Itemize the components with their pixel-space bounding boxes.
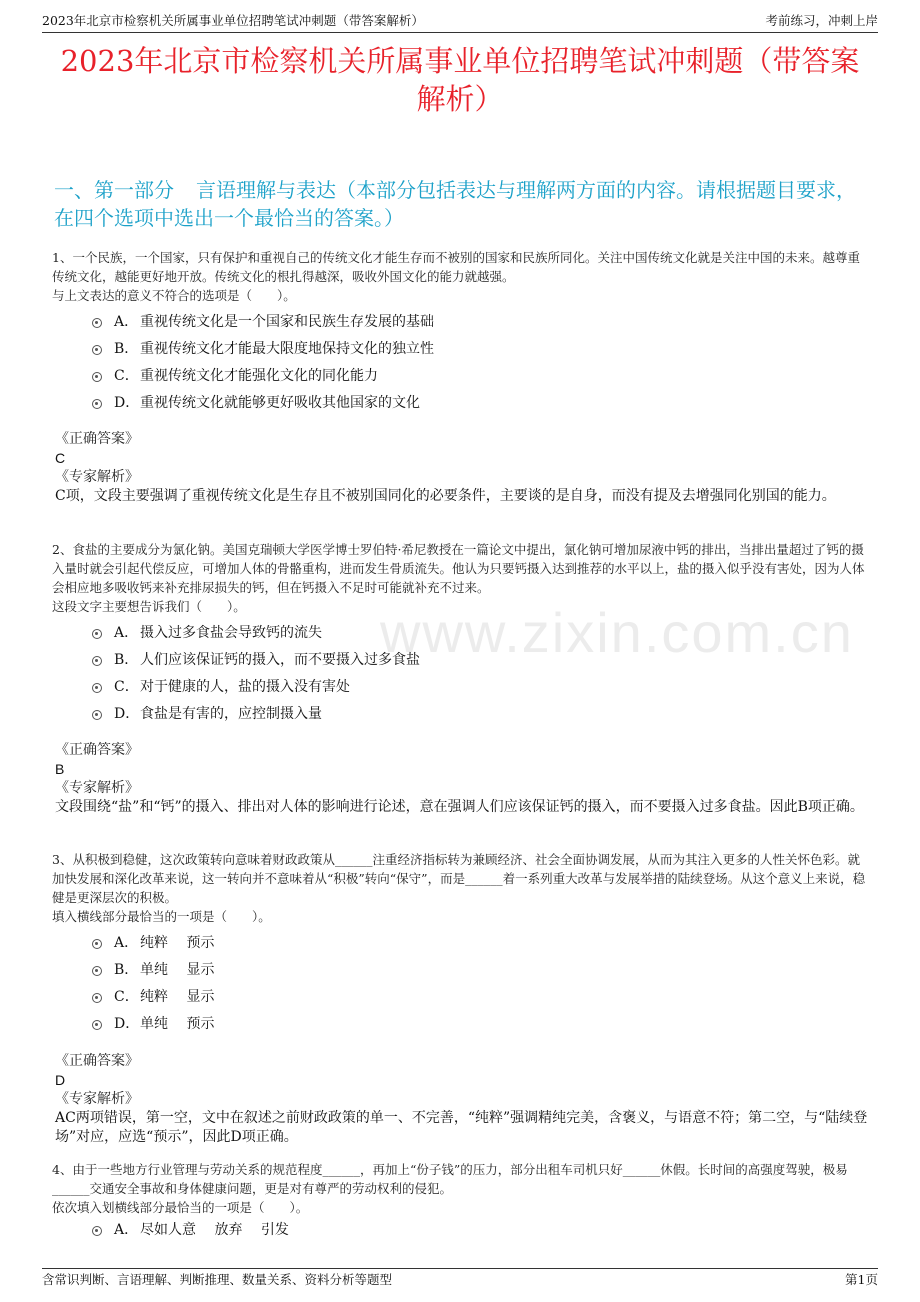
option-d[interactable]: D．单纯 预示 (92, 1011, 868, 1038)
option-b[interactable]: B． 人们应该保证钙的摄入，而不要摄入过多食盐 (92, 647, 868, 674)
section-number: 一、第一部分 (54, 178, 174, 202)
answer-label: 《正确答案》 (55, 742, 139, 758)
question-stem: 3、从积极到稳健，这次政策转向意味着财政政策从______注重经济指标转为兼顾经济、社会全面协调发展，从而为其注入更多的人性关怀色彩。就加快发展和深化改革来说，这一转向并不意味着从“积极”转向“保守”，而是______着一系列重大改革与发展举措的陆续登场。从这个意义上来说，稳健是更深层次的积极。 (52, 852, 866, 905)
question-prompt: 依次填入划横线部分最恰当的一项是（ ）。 (52, 1200, 309, 1215)
question-3 (52, 850, 868, 1038)
question-4 (52, 1160, 868, 1244)
radio-icon[interactable] (92, 372, 102, 382)
section-heading (54, 176, 866, 232)
analysis-text: AC两项错误，第一空，文中在叙述之前财政政策的单一、不完善，“纯粹”强调精纯完美，含褒义，与语意不符；第二空，与“陆续登场”对应，应选“预示”，因此D项正确。 (55, 1110, 868, 1145)
page-footer (42, 1268, 878, 1291)
option-b[interactable]: B． 重视传统文化才能最大限度地保持文化的独立性 (92, 336, 868, 363)
radio-icon[interactable] (92, 656, 102, 666)
page-header (42, 12, 878, 33)
analysis-label: 《专家解析》 (55, 469, 139, 485)
radio-icon[interactable] (92, 318, 102, 328)
radio-icon[interactable] (92, 939, 102, 949)
option-c[interactable]: C．重视传统文化才能强化文化的同化能力 (92, 363, 868, 390)
question-prompt: 与上文表达的意义不符合的选项是（ ）。 (52, 288, 296, 303)
question-2 (52, 540, 868, 728)
correct-answer: C (55, 450, 66, 466)
correct-answer: B (55, 761, 65, 777)
radio-icon[interactable] (92, 710, 102, 720)
option-c[interactable]: C．纯粹 显示 (92, 984, 868, 1011)
question-prompt: 这段文字主要想告诉我们（ ）。 (52, 599, 246, 614)
option-d[interactable]: D．重视传统文化就能够更好吸收其他国家的文化 (92, 390, 868, 417)
analysis-text: 文段围绕“盐”和“钙”的摄入、排出对人体的影响进行论述，意在强调人们应该保证钙的摄入，而不要摄入过多食盐。因此B项正确。 (55, 799, 864, 815)
option-list (52, 620, 868, 728)
page-number: 第1页 (845, 1272, 878, 1287)
question-1 (52, 248, 868, 417)
analysis-text: C项，文段主要强调了重视传统文化是生存且不被别国同化的必要条件，主要谈的是自身，而没有提及去增强同化别国的能力。 (55, 488, 836, 504)
question-stem: 4、由于一些地方行业管理与劳动关系的规范程度______，再加上“份子钱”的压力，部分出租车司机只好______休假。长时间的高强度驾驶，极易______交通安全事故和身体健康问题，更是对有尊严的劳动权利的侵犯。 (52, 1162, 848, 1196)
correct-answer: D (55, 1072, 66, 1088)
header-doc-title: 2023年北京市检察机关所属事业单位招聘笔试冲刺题（带答案解析） (42, 13, 424, 28)
option-c[interactable]: C．对于健康的人，盐的摄入没有害处 (92, 674, 868, 701)
analysis-label: 《专家解析》 (55, 780, 139, 796)
option-b[interactable]: B． 单纯 显示 (92, 957, 868, 984)
analysis-label: 《专家解析》 (55, 1091, 139, 1107)
option-a[interactable]: A． 纯粹 预示 (92, 930, 868, 957)
option-a[interactable]: A． 重视传统文化是一个国家和民族生存发展的基础 (92, 309, 868, 336)
section-description: 言语理解与表达（本部分包括表达与理解两方面的内容。请根据题目要求，在四个选项中选出一个最恰当的答案。） (54, 178, 856, 230)
radio-icon[interactable] (92, 345, 102, 355)
question-stem: 2、食盐的主要成分为氯化钠。美国克瑞顿大学医学博士罗伯特·希尼教授在一篇论文中提出，氯化钠可增加尿液中钙的排出，当排出量超过了钙的摄入量时就会引起代偿反应，可增加人体的骨骼重构，进而发生骨质流失。他认为只要钙摄入达到推荐的水平以上，盐的摄入似乎没有害处，因为人体会相应地多吸收钙来补充排尿损失的钙，但在钙摄入不足时可能就补充不过来。 (52, 542, 865, 595)
question-stem: 1、一个民族，一个国家，只有保护和重视自己的传统文化才能生存而不被别的国家和民族所同化。关注中国传统文化就是关注中国的未来。越尊重传统文化，越能更好地开放。传统文化的根扎得越深，吸收外国文化的能力就越强。 (52, 250, 860, 284)
radio-icon[interactable] (92, 993, 102, 1003)
question-prompt: 填入横线部分最恰当的一项是（ ）。 (52, 909, 271, 924)
option-list (52, 309, 868, 417)
radio-icon[interactable] (92, 629, 102, 639)
option-a[interactable]: A． 摄入过多食盐会导致钙的流失 (92, 620, 868, 647)
answer-block-1 (55, 430, 868, 506)
answer-label: 《正确答案》 (55, 431, 139, 447)
option-d[interactable]: D．食盐是有害的，应控制摄入量 (92, 701, 868, 728)
radio-icon[interactable] (92, 1226, 102, 1236)
answer-block-2 (55, 741, 868, 817)
option-list (52, 1217, 868, 1244)
radio-icon[interactable] (92, 683, 102, 693)
answer-block-3 (55, 1052, 868, 1147)
option-list (52, 930, 868, 1038)
radio-icon[interactable] (92, 399, 102, 409)
footer-note: 含常识判断、言语理解、判断推理、数量关系、资料分析等题型 (42, 1272, 393, 1287)
header-slogan: 考前练习，冲刺上岸 (765, 13, 878, 28)
answer-label: 《正确答案》 (55, 1053, 139, 1069)
radio-icon[interactable] (92, 1020, 102, 1030)
option-a[interactable]: A． 尽如人意 放弃 引发 (92, 1217, 868, 1244)
watermark: www.zixin.com.cn (380, 601, 854, 664)
document-title: 2023年北京市检察机关所属事业单位招聘笔试冲刺题（带答案解析） (60, 44, 860, 116)
radio-icon[interactable] (92, 966, 102, 976)
